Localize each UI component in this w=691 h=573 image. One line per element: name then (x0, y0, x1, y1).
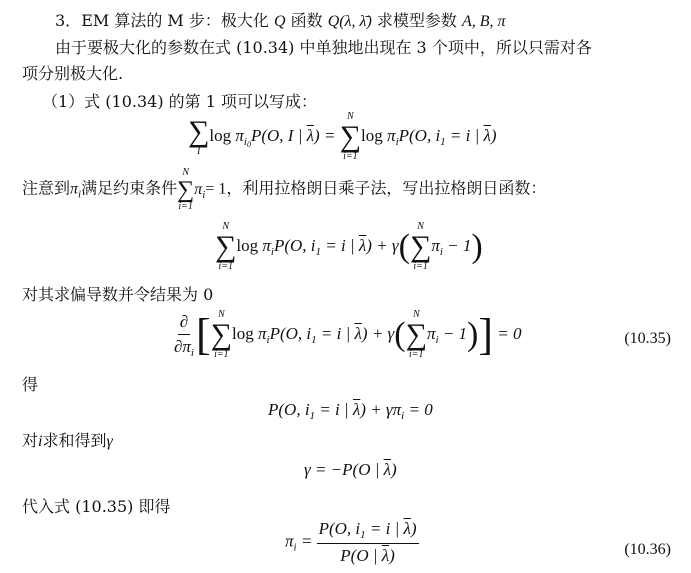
note-text-c: 利用拉格朗日乘子法，写出拉格朗日函数： (242, 178, 547, 198)
note-text-b: 满足约束条件 (81, 178, 178, 198)
equation-10-36: $\pi_i$ = $\frac{P(O, i_1 = i | \overline{\lambda})}{P(O | \overline{\lambda})}$ (285, 519, 417, 565)
partial-derivative: $\frac{\partial}{\partial\pi_i}$ (174, 311, 194, 359)
sum-text-a: 对 (22, 431, 39, 450)
constraint-note (22, 168, 546, 212)
sum-over-i-text (22, 428, 113, 451)
section-heading (55, 8, 506, 31)
heading-text-c: 求模型参数 (371, 11, 462, 30)
sum-over-I: ∑ I (188, 115, 210, 157)
lagrange-function: N ∑ i=1 $\log \pi_iP(O$, $i_1 = i$ | $\overline{\lambda}) + \gamma$( N ∑ i=1 $\pi_i - 1$) (215, 221, 483, 272)
heading-q: Q (273, 13, 286, 30)
equation-first-term: ∑ I $\log \pi_{i0}P(O$, I | $\overline{\lambda}$) = N ∑ i=1 $\log \pi_iP(O$, $i_1 = i$ | $\overline{\lambda}$) (188, 111, 497, 162)
equation-gamma: γ = −P(O | $\overline{\lambda}$) (304, 460, 397, 479)
derivative-text: 对其求偏导数并令结果为 0 (22, 285, 214, 304)
heading-text-a: EM 算法的 M 步：极大化 (81, 11, 274, 30)
equation-10-35: $\frac{\partial}{\partial\pi_i}$ [ N ∑ i=1 $\log \pi_iP(O$, $i_1 = i$ | $\overline{\lambda}) + \gamma$( N ∑ i=1 $\pi_i - 1)] = 0$ (174, 309, 522, 360)
equation-gamma-pi: P(O, $i_1 = i$ | $\overline{\lambda}) + \gamma\pi_i = 0$ (268, 400, 433, 422)
equation-number-10-35: (10.35) (624, 330, 671, 347)
equation-number-10-36: (10.36) (624, 541, 671, 558)
heading-q-func: Q(λ, λ̄) (327, 13, 372, 30)
get-text: 得 (22, 375, 39, 394)
substitute-text: 代入式 (10.35) 即得 (22, 497, 171, 516)
paragraph-1-line-1: 由于要极大化的参数在式 (10.34) 中单独地出现在 3 个项中，所以只需对各 (55, 38, 592, 57)
note-pi: π (70, 180, 79, 198)
note-pi-sub: i (78, 188, 82, 201)
sum-text-b: 求和得到 (42, 431, 107, 450)
sum-gamma: γ (106, 433, 113, 450)
pi-fraction: $\frac{P(O, i_1 = i | \overline{\lambda})}{P(O | \overline{\lambda})}$ (318, 519, 417, 565)
item-1-text: （1）式 (10.34) 的第 1 项可以写成： (42, 92, 317, 111)
heading-number: 3． (55, 11, 82, 30)
sum-i: i (38, 433, 43, 450)
heading-text-b: 函数 (285, 11, 328, 30)
note-text-a: 注意到 (22, 178, 71, 198)
constraint-tail: = 1， (205, 180, 243, 198)
constraint-sum: N ∑ i=1 $\pi_i$ (177, 167, 206, 212)
sum-i-1-N: N ∑ i=1 (339, 111, 362, 162)
paragraph-1-line-2: 项分别极大化. (22, 64, 124, 83)
heading-params: A, B, π (462, 13, 506, 30)
